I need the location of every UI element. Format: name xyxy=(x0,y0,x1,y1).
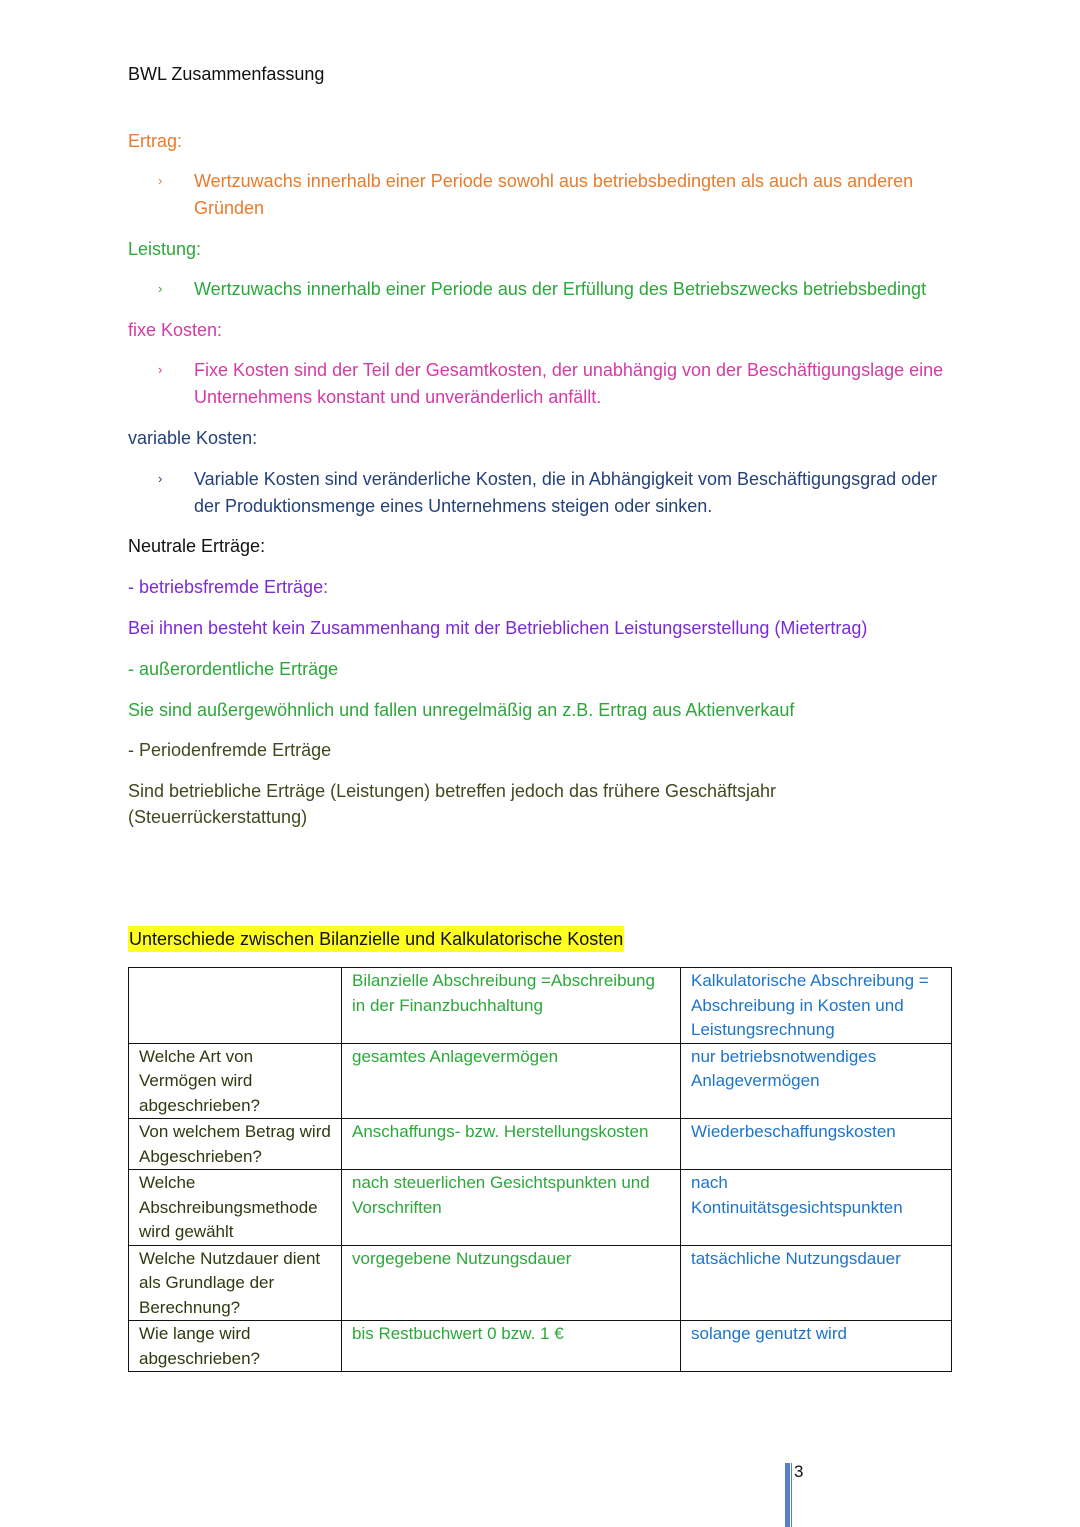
table-cell: nach Kontinuitätsgesichtspunkten xyxy=(681,1170,952,1246)
table-row xyxy=(129,1245,952,1321)
leistung-label: Leistung: xyxy=(128,239,202,259)
table-row xyxy=(129,1321,952,1372)
variable-kosten-definition: Variable Kosten sind veränderliche Kosten, die in Abhängigkeit vom Beschäftigungsgrad oder der Produktionsmenge eines Unternehmens steigen oder sinken. xyxy=(194,469,938,516)
periodenfremde-text: Sind betriebliche Erträge (Leistungen) betreffen jedoch das frühere Geschäftsjahr (Steuerrückerstattung) xyxy=(128,781,777,827)
ausserordentliche-text: Sie sind außergewöhnlich und fallen unregelmäßig an z.B. Ertrag aus Aktienverkauf xyxy=(128,700,795,720)
table-cell: Welche Nutzdauer dient als Grundlage der Berechnung? xyxy=(129,1245,342,1321)
table-cell: bis Restbuchwert 0 bzw. 1 € xyxy=(342,1321,681,1372)
table-cell: tatsächliche Nutzungsdauer xyxy=(681,1245,952,1321)
bullet-chevron-icon: › xyxy=(158,281,163,296)
table-cell: Anschaffungs- bzw. Herstellungskosten xyxy=(342,1119,681,1170)
table-header-row xyxy=(129,968,952,1044)
table-row xyxy=(129,1170,952,1246)
table-row xyxy=(129,1043,952,1119)
betriebsfremde-label: - betriebsfremde Erträge: xyxy=(128,577,329,597)
bullet-chevron-icon: › xyxy=(158,471,163,486)
table-cell: nach steuerlichen Gesichtspunkten und Vorschriften xyxy=(342,1170,681,1246)
variable-kosten-label: variable Kosten: xyxy=(128,428,258,448)
bullet-chevron-icon: › xyxy=(158,362,163,377)
page-header-title: BWL Zusammenfassung xyxy=(128,64,325,84)
comparison-table xyxy=(128,967,952,1372)
ertrag-definition: Wertzuwachs innerhalb einer Periode sowohl aus betriebsbedingten als auch aus anderen Gründen xyxy=(194,171,914,218)
table-cell: Welche Abschreibungsmethode wird gewählt xyxy=(129,1170,342,1246)
table-cell: Welche Art von Vermögen wird abgeschrieben? xyxy=(129,1043,342,1119)
page-number: 3 xyxy=(794,1462,804,1481)
neutrale-ertraege-label: Neutrale Erträge: xyxy=(128,536,266,556)
table-cell: vorgegebene Nutzungsdauer xyxy=(342,1245,681,1321)
table-header-cell: Bilanzielle Abschreibung =Abschreibung in der Finanzbuchhaltung xyxy=(342,968,681,1044)
table-cell: Wiederbeschaffungskosten xyxy=(681,1119,952,1170)
table-cell: Wie lange wird abgeschrieben? xyxy=(129,1321,342,1372)
table-header-cell xyxy=(129,968,342,1044)
table-row xyxy=(129,1119,952,1170)
table-cell: nur betriebsnotwendiges Anlagevermögen xyxy=(681,1043,952,1119)
table-cell: solange genutzt wird xyxy=(681,1321,952,1372)
table-header-cell: Kalkulatorische Abschreibung = Abschreibung in Kosten und Leistungsrechnung xyxy=(681,968,952,1044)
table-cell: Von welchem Betrag wird Abgeschrieben? xyxy=(129,1119,342,1170)
betriebsfremde-text: Bei ihnen besteht kein Zusammenhang mit der Betrieblichen Leistungserstellung (Mietertrag) xyxy=(128,618,868,638)
table-title: Unterschiede zwischen Bilanzielle und Kalkulatorische Kosten xyxy=(128,926,624,952)
page-number-bar xyxy=(785,1463,790,1527)
fixe-kosten-definition: Fixe Kosten sind der Teil der Gesamtkosten, der unabhängig von der Beschäftigungslage eine Unternehmens konstant und unveränderlich anfällt. xyxy=(194,360,944,407)
table-cell: gesamtes Anlagevermögen xyxy=(342,1043,681,1119)
periodenfremde-label: - Periodenfremde Erträge xyxy=(128,740,332,760)
fixe-kosten-label: fixe Kosten: xyxy=(128,320,223,340)
bullet-chevron-icon: › xyxy=(158,173,163,188)
ausserordentliche-label: - außerordentliche Erträge xyxy=(128,659,339,679)
ertrag-label: Ertrag: xyxy=(128,131,183,151)
page-number-bar-thin xyxy=(791,1463,792,1527)
leistung-definition: Wertzuwachs innerhalb einer Periode aus der Erfüllung des Betriebszwecks betriebsbedingt xyxy=(194,279,927,299)
